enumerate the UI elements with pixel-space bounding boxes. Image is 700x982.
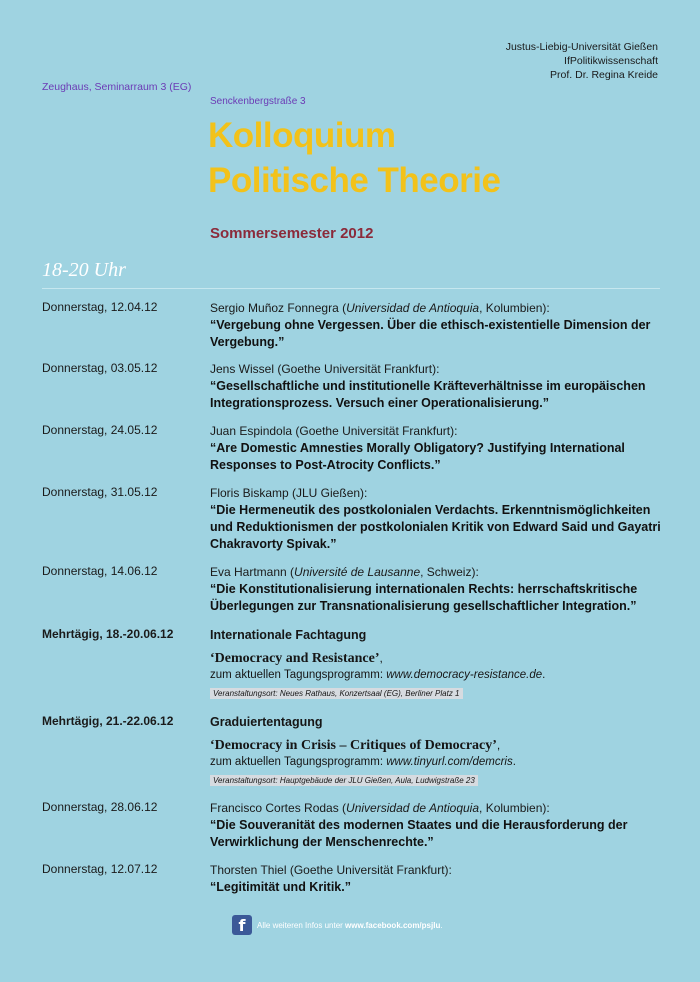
- institution-block: [506, 40, 658, 82]
- event-title: “Vergebung ohne Vergessen. Über die ethisch-existentielle Dimension der Vergebung.”: [210, 318, 651, 349]
- venue-note: Veranstaltungsort: Neues Rathaus, Konzertsaal (EG), Berliner Platz 1: [210, 688, 463, 699]
- facebook-icon[interactable]: f: [232, 915, 252, 935]
- event-speaker: Juan Espindola (Goethe Universität Frankfurt):: [210, 424, 458, 438]
- program-link[interactable]: www.democracy-resistance.de: [386, 669, 543, 681]
- event-date: Donnerstag, 14.06.12: [42, 564, 158, 578]
- event-title: “Die Konstitutionalisierung internationalen Rechts: herrschaftskritische Überlegungen zur Transnationalisierung gesellschaftlicher Integration.”: [210, 582, 638, 613]
- event-date: Donnerstag, 12.04.12: [42, 300, 158, 314]
- event-date: Mehrtägig, 18.-20.06.12: [42, 627, 174, 641]
- location-room: Zeughaus, Seminarraum 3 (EG): [42, 81, 192, 93]
- event-title: “Gesellschaftliche und institutionelle Kräfteverhältnisse im europäischen Integrationsprozess. Versuch einer Operationalisierung.”: [210, 379, 646, 410]
- program-line: zum aktuellen Tagungsprogramm: www.democracy-resistance.de.: [210, 669, 546, 681]
- title-line-2: Politische Theorie: [208, 161, 501, 200]
- divider: [42, 288, 660, 289]
- venue-note: Veranstaltungsort: Hauptgebäude der JLU Gießen, Aula, Ludwigstraße 23: [210, 775, 478, 786]
- facebook-link[interactable]: www.facebook.com/psjlu: [345, 920, 441, 930]
- event-date: Donnerstag, 28.06.12: [42, 800, 158, 814]
- event-date: Donnerstag, 24.05.12: [42, 423, 158, 437]
- time-label: 18-20 Uhr: [42, 259, 126, 281]
- event-date: Donnerstag, 03.05.12: [42, 361, 158, 375]
- program-line: zum aktuellen Tagungsprogramm: www.tinyurl.com/demcris.: [210, 756, 516, 768]
- event-date: Donnerstag, 12.07.12: [42, 862, 158, 876]
- event-speaker: Jens Wissel (Goethe Universität Frankfurt):: [210, 362, 440, 376]
- event-speaker: Eva Hartmann (Université de Lausanne, Schweiz):: [210, 565, 479, 579]
- department-name: IfPolitikwissenschaft: [564, 55, 658, 67]
- semester-label: Sommersemester 2012: [210, 225, 374, 242]
- event-speaker: Sergio Muñoz Fonnegra (Universidad de Antioquia, Kolumbien):: [210, 301, 550, 315]
- event-date: Donnerstag, 31.05.12: [42, 485, 158, 499]
- event-title: “Die Souveranität des modernen Staates und die Herausforderung der Verwirklichung der Menschenrechte.”: [210, 818, 628, 849]
- footer-text: Alle weiteren Infos unter www.facebook.com/psjlu.: [257, 920, 443, 930]
- event-date: Mehrtägig, 21.-22.06.12: [42, 714, 174, 728]
- university-name: Justus-Liebig-Universität Gießen: [505, 41, 658, 53]
- conference-name: ‘Democracy in Crisis – Critiques of Democracy’,: [210, 738, 501, 753]
- event-speaker: Thorsten Thiel (Goethe Universität Frankfurt):: [210, 863, 452, 877]
- event-heading: Internationale Fachtagung: [210, 628, 367, 642]
- event-title: “Die Hermeneutik des postkolonialen Verdachts. Erkenntnismöglichkeiten und Reduktionismen der postkolonialen Kritik von Edward Said und Gayatri Chakravorty Spivak.”: [210, 503, 661, 551]
- title-line-1: Kolloquium: [208, 116, 396, 155]
- location-street: Senckenbergstraße 3: [210, 96, 306, 107]
- event-title: “Legitimität und Kritik.”: [210, 880, 351, 894]
- page-title: [208, 113, 500, 203]
- conference-name: ‘Democracy and Resistance’,: [210, 651, 383, 666]
- program-link[interactable]: www.tinyurl.com/demcris: [386, 756, 513, 768]
- event-heading: Graduiertentagung: [210, 715, 323, 729]
- footer: [232, 914, 443, 936]
- event-speaker: Floris Biskamp (JLU Gießen):: [210, 486, 368, 500]
- professor-name: Prof. Dr. Regina Kreide: [550, 69, 658, 81]
- event-title: “Are Domestic Amnesties Morally Obligatory? Justifying International Responses to Post-Atrocity Conflicts.”: [210, 441, 625, 472]
- event-speaker: Francisco Cortes Rodas (Universidad de Antioquia, Kolumbien):: [210, 801, 550, 815]
